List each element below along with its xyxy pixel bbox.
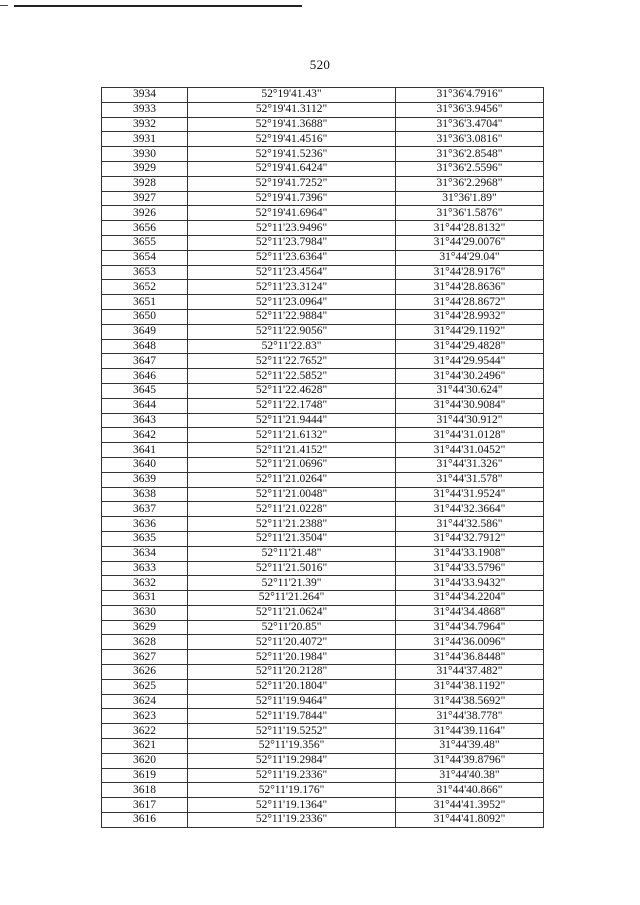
latitude-cell: 52°11'23.6364"	[188, 250, 396, 265]
latitude-cell: 52°11'22.9056"	[188, 324, 396, 339]
latitude-cell: 52°11'20.1984"	[188, 650, 396, 665]
header-rule	[14, 5, 302, 7]
longitude-cell: 31°44'29.9544"	[396, 354, 544, 369]
longitude-cell: 31°44'31.326"	[396, 457, 544, 472]
longitude-cell: 31°36'3.4704"	[396, 117, 544, 132]
latitude-cell: 52°11'21.0228"	[188, 502, 396, 517]
longitude-cell: 31°44'32.586"	[396, 517, 544, 532]
table-row	[102, 576, 544, 591]
point-number-cell: 3630	[102, 605, 188, 620]
longitude-cell: 31°44'32.7912"	[396, 531, 544, 546]
table-row	[102, 324, 544, 339]
longitude-cell: 31°44'34.7964"	[396, 620, 544, 635]
longitude-cell: 31°44'30.624"	[396, 383, 544, 398]
table-row	[102, 339, 544, 354]
table-row	[102, 161, 544, 176]
longitude-cell: 31°44'31.9524"	[396, 487, 544, 502]
latitude-cell: 52°11'21.0048"	[188, 487, 396, 502]
table-row	[102, 398, 544, 413]
table-row	[102, 295, 544, 310]
table-row	[102, 235, 544, 250]
table-row	[102, 709, 544, 724]
table-row	[102, 383, 544, 398]
longitude-cell: 31°44'28.8132"	[396, 221, 544, 236]
latitude-cell: 52°11'21.4152"	[188, 443, 396, 458]
table-row	[102, 117, 544, 132]
latitude-cell: 52°11'21.0696"	[188, 457, 396, 472]
table-row	[102, 546, 544, 561]
point-number-cell: 3655	[102, 235, 188, 250]
point-number-cell: 3653	[102, 265, 188, 280]
point-number-cell: 3933	[102, 102, 188, 117]
point-number-cell: 3633	[102, 561, 188, 576]
table-row	[102, 88, 544, 103]
latitude-cell: 52°11'21.6132"	[188, 428, 396, 443]
latitude-cell: 52°19'41.6424"	[188, 161, 396, 176]
point-number-cell: 3931	[102, 132, 188, 147]
latitude-cell: 52°19'41.3688"	[188, 117, 396, 132]
table-row	[102, 517, 544, 532]
latitude-cell: 52°11'21.48"	[188, 546, 396, 561]
longitude-cell: 31°44'40.866"	[396, 783, 544, 798]
latitude-cell: 52°11'19.9464"	[188, 694, 396, 709]
table-row	[102, 265, 544, 280]
point-number-cell: 3927	[102, 191, 188, 206]
point-number-cell: 3652	[102, 280, 188, 295]
point-number-cell: 3644	[102, 398, 188, 413]
latitude-cell: 52°11'22.9884"	[188, 309, 396, 324]
longitude-cell: 31°44'38.778"	[396, 709, 544, 724]
point-number-cell: 3618	[102, 783, 188, 798]
table-row	[102, 309, 544, 324]
table-row	[102, 132, 544, 147]
table-row	[102, 635, 544, 650]
table-row	[102, 250, 544, 265]
longitude-cell: 31°44'39.1164"	[396, 724, 544, 739]
latitude-cell: 52°11'19.1364"	[188, 798, 396, 813]
latitude-cell: 52°19'41.6964"	[188, 206, 396, 221]
latitude-cell: 52°11'19.7844"	[188, 709, 396, 724]
latitude-cell: 52°11'23.9496"	[188, 221, 396, 236]
longitude-cell: 31°44'28.9176"	[396, 265, 544, 280]
longitude-cell: 31°44'29.0076"	[396, 235, 544, 250]
point-number-cell: 3628	[102, 635, 188, 650]
table-row	[102, 354, 544, 369]
coordinates-table	[101, 87, 544, 828]
point-number-cell: 3621	[102, 739, 188, 754]
longitude-cell: 31°44'34.2204"	[396, 591, 544, 606]
table-row	[102, 147, 544, 162]
latitude-cell: 52°11'23.7984"	[188, 235, 396, 250]
table-row	[102, 739, 544, 754]
latitude-cell: 52°11'23.3124"	[188, 280, 396, 295]
table-row	[102, 280, 544, 295]
table-row	[102, 813, 544, 828]
table-row	[102, 457, 544, 472]
point-number-cell: 3643	[102, 413, 188, 428]
latitude-cell: 52°11'23.0964"	[188, 295, 396, 310]
longitude-cell: 31°44'40.38"	[396, 768, 544, 783]
point-number-cell: 3642	[102, 428, 188, 443]
longitude-cell: 31°44'30.912"	[396, 413, 544, 428]
longitude-cell: 31°44'31.0452"	[396, 443, 544, 458]
latitude-cell: 52°11'21.264"	[188, 591, 396, 606]
longitude-cell: 31°44'36.0096"	[396, 635, 544, 650]
point-number-cell: 3617	[102, 798, 188, 813]
table-row	[102, 206, 544, 221]
table-row	[102, 487, 544, 502]
point-number-cell: 3624	[102, 694, 188, 709]
latitude-cell: 52°11'19.356"	[188, 739, 396, 754]
point-number-cell: 3616	[102, 813, 188, 828]
table-row	[102, 413, 544, 428]
point-number-cell: 3632	[102, 576, 188, 591]
longitude-cell: 31°44'29.1192"	[396, 324, 544, 339]
point-number-cell: 3641	[102, 443, 188, 458]
longitude-cell: 31°44'33.1908"	[396, 546, 544, 561]
table-row	[102, 798, 544, 813]
longitude-cell: 31°36'3.0816"	[396, 132, 544, 147]
point-number-cell: 3634	[102, 546, 188, 561]
latitude-cell: 52°19'41.5236"	[188, 147, 396, 162]
table-row	[102, 768, 544, 783]
latitude-cell: 52°19'41.7252"	[188, 176, 396, 191]
table-row	[102, 561, 544, 576]
point-number-cell: 3620	[102, 753, 188, 768]
table-row	[102, 753, 544, 768]
point-number-cell: 3640	[102, 457, 188, 472]
longitude-cell: 31°44'29.04"	[396, 250, 544, 265]
latitude-cell: 52°11'23.4564"	[188, 265, 396, 280]
latitude-cell: 52°11'21.3504"	[188, 531, 396, 546]
latitude-cell: 52°11'21.0624"	[188, 605, 396, 620]
table-row	[102, 102, 544, 117]
longitude-cell: 31°44'28.8636"	[396, 280, 544, 295]
point-number-cell: 3622	[102, 724, 188, 739]
table-row	[102, 221, 544, 236]
point-number-cell: 3636	[102, 517, 188, 532]
latitude-cell: 52°11'21.2388"	[188, 517, 396, 532]
latitude-cell: 52°11'22.1748"	[188, 398, 396, 413]
longitude-cell: 31°44'28.8672"	[396, 295, 544, 310]
table-row	[102, 531, 544, 546]
point-number-cell: 3635	[102, 531, 188, 546]
point-number-cell: 3932	[102, 117, 188, 132]
table-row	[102, 679, 544, 694]
latitude-cell: 52°11'21.39"	[188, 576, 396, 591]
latitude-cell: 52°11'19.2984"	[188, 753, 396, 768]
longitude-cell: 31°44'38.1192"	[396, 679, 544, 694]
table-row	[102, 665, 544, 680]
latitude-cell: 52°19'41.43"	[188, 88, 396, 103]
point-number-cell: 3650	[102, 309, 188, 324]
longitude-cell: 31°44'41.8092"	[396, 813, 544, 828]
point-number-cell: 3649	[102, 324, 188, 339]
point-number-cell: 3623	[102, 709, 188, 724]
table-row	[102, 502, 544, 517]
point-number-cell: 3627	[102, 650, 188, 665]
longitude-cell: 31°44'39.48"	[396, 739, 544, 754]
longitude-cell: 31°44'31.0128"	[396, 428, 544, 443]
latitude-cell: 52°11'22.4628"	[188, 383, 396, 398]
point-number-cell: 3929	[102, 161, 188, 176]
point-number-cell: 3928	[102, 176, 188, 191]
longitude-cell: 31°44'30.9084"	[396, 398, 544, 413]
point-number-cell: 3648	[102, 339, 188, 354]
longitude-cell: 31°36'1.5876"	[396, 206, 544, 221]
latitude-cell: 52°11'19.176"	[188, 783, 396, 798]
latitude-cell: 52°11'20.1804"	[188, 679, 396, 694]
header-rule-stub	[0, 5, 8, 6]
point-number-cell: 3654	[102, 250, 188, 265]
point-number-cell: 3926	[102, 206, 188, 221]
table-row	[102, 369, 544, 384]
point-number-cell: 3626	[102, 665, 188, 680]
latitude-cell: 52°11'21.0264"	[188, 472, 396, 487]
latitude-cell: 52°11'19.2336"	[188, 768, 396, 783]
longitude-cell: 31°44'29.4828"	[396, 339, 544, 354]
point-number-cell: 3646	[102, 369, 188, 384]
point-number-cell: 3625	[102, 679, 188, 694]
latitude-cell: 52°11'22.7652"	[188, 354, 396, 369]
latitude-cell: 52°11'22.83"	[188, 339, 396, 354]
table-row	[102, 620, 544, 635]
table-row	[102, 591, 544, 606]
latitude-cell: 52°11'22.5852"	[188, 369, 396, 384]
point-number-cell: 3638	[102, 487, 188, 502]
latitude-cell: 52°19'41.7396"	[188, 191, 396, 206]
table-row	[102, 428, 544, 443]
table-row	[102, 694, 544, 709]
longitude-cell: 31°44'34.4868"	[396, 605, 544, 620]
table-row	[102, 443, 544, 458]
point-number-cell: 3631	[102, 591, 188, 606]
point-number-cell: 3629	[102, 620, 188, 635]
longitude-cell: 31°36'3.9456"	[396, 102, 544, 117]
longitude-cell: 31°36'2.8548"	[396, 147, 544, 162]
longitude-cell: 31°36'4.7916"	[396, 88, 544, 103]
coordinates-table-body	[102, 88, 544, 828]
longitude-cell: 31°44'36.8448"	[396, 650, 544, 665]
latitude-cell: 52°11'21.9444"	[188, 413, 396, 428]
point-number-cell: 3645	[102, 383, 188, 398]
point-number-cell: 3651	[102, 295, 188, 310]
longitude-cell: 31°44'33.5796"	[396, 561, 544, 576]
page-number: 520	[309, 57, 331, 72]
table-row	[102, 176, 544, 191]
table-row	[102, 191, 544, 206]
longitude-cell: 31°36'2.5596"	[396, 161, 544, 176]
longitude-cell: 31°44'33.9432"	[396, 576, 544, 591]
table-row	[102, 605, 544, 620]
longitude-cell: 31°44'37.482"	[396, 665, 544, 680]
latitude-cell: 52°11'20.4072"	[188, 635, 396, 650]
latitude-cell: 52°19'41.4516"	[188, 132, 396, 147]
latitude-cell: 52°11'19.2336"	[188, 813, 396, 828]
table-row	[102, 650, 544, 665]
point-number-cell: 3930	[102, 147, 188, 162]
longitude-cell: 31°44'39.8796"	[396, 753, 544, 768]
point-number-cell: 3639	[102, 472, 188, 487]
latitude-cell: 52°19'41.3112"	[188, 102, 396, 117]
table-row	[102, 783, 544, 798]
longitude-cell: 31°44'41.3952"	[396, 798, 544, 813]
point-number-cell: 3656	[102, 221, 188, 236]
longitude-cell: 31°44'38.5692"	[396, 694, 544, 709]
longitude-cell: 31°44'32.3664"	[396, 502, 544, 517]
point-number-cell: 3647	[102, 354, 188, 369]
table-row	[102, 472, 544, 487]
latitude-cell: 52°11'20.85"	[188, 620, 396, 635]
latitude-cell: 52°11'20.2128"	[188, 665, 396, 680]
point-number-cell: 3934	[102, 88, 188, 103]
longitude-cell: 31°44'31.578"	[396, 472, 544, 487]
table-row	[102, 724, 544, 739]
latitude-cell: 52°11'19.5252"	[188, 724, 396, 739]
longitude-cell: 31°44'30.2496"	[396, 369, 544, 384]
point-number-cell: 3619	[102, 768, 188, 783]
point-number-cell: 3637	[102, 502, 188, 517]
longitude-cell: 31°36'2.2968"	[396, 176, 544, 191]
longitude-cell: 31°36'1.89"	[396, 191, 544, 206]
latitude-cell: 52°11'21.5016"	[188, 561, 396, 576]
longitude-cell: 31°44'28.9932"	[396, 309, 544, 324]
